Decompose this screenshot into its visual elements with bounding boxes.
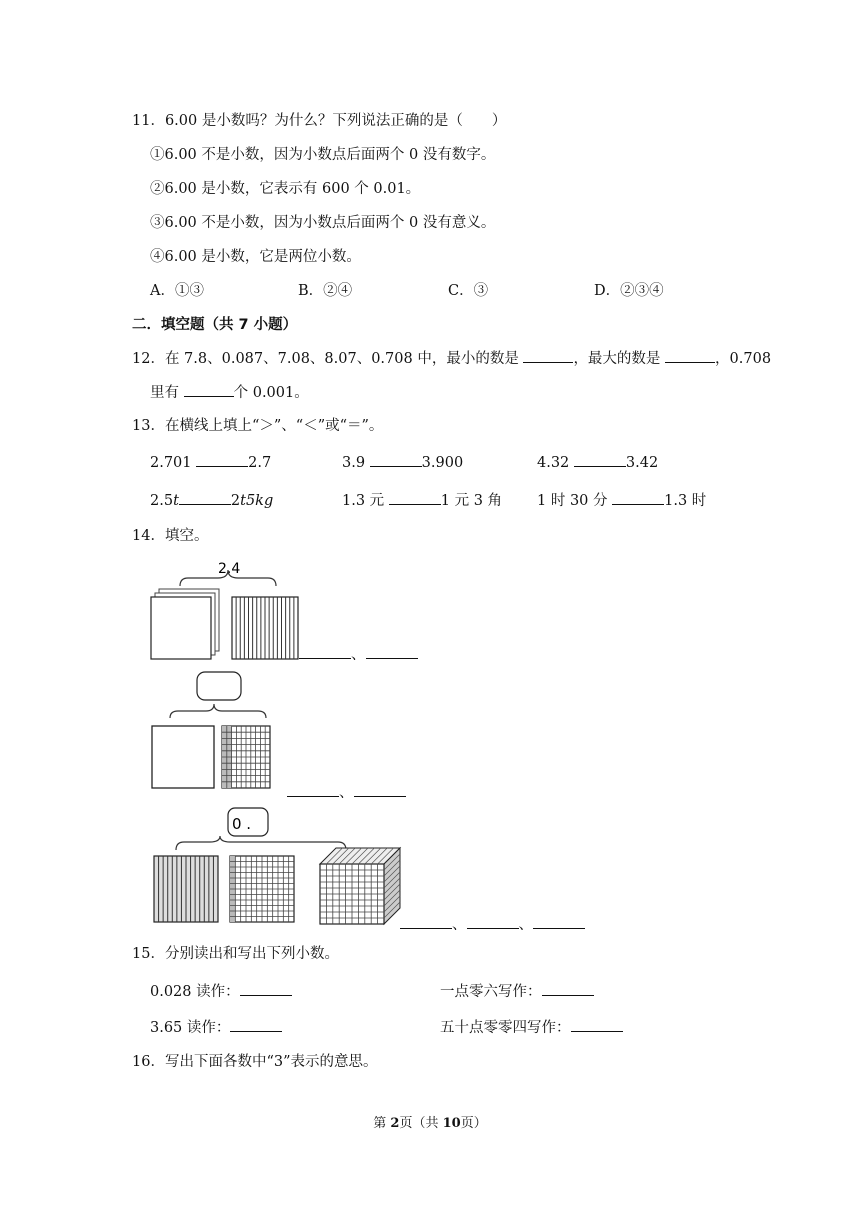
q13-item-4-left-unit: t	[173, 493, 179, 509]
brace-icon	[180, 570, 276, 586]
q12-text-c: ，0.708	[715, 351, 772, 367]
q14-blank-3a[interactable]	[400, 914, 452, 929]
q13-blank-1[interactable]	[196, 452, 248, 467]
q13-blank-6[interactable]	[612, 490, 664, 505]
q13-item-2	[342, 452, 463, 473]
q13-item-3	[537, 452, 658, 473]
q12-blank-min[interactable]	[523, 348, 573, 363]
q13-item-5	[342, 490, 502, 511]
q13-item-4-right-num: 2	[230, 493, 241, 509]
hundredths-grid-3	[230, 856, 294, 922]
q12-text-e: 个 0.001。	[233, 385, 309, 401]
page-footer	[0, 1112, 860, 1131]
q13-blank-4[interactable]	[179, 490, 231, 505]
q13-item-5-right: 1 元 3 角	[440, 493, 503, 509]
q14-blank-2a[interactable]	[287, 782, 339, 797]
q15-blank-3[interactable]	[230, 1017, 282, 1032]
q14-sep: 、	[518, 917, 533, 933]
footer-text-c: 页）	[460, 1116, 487, 1131]
q12-line2	[150, 382, 309, 403]
q13-item-2-right: 3.900	[421, 455, 464, 471]
q15-item-4-label: 五十点零零四写作：	[440, 1020, 571, 1036]
brace-icon	[176, 836, 346, 850]
q11-option-d[interactable]: D．②③④	[594, 283, 664, 299]
q13-item-4-left-num: 2.5	[150, 493, 174, 509]
q13-item-6-right: 1.3 时	[664, 493, 707, 509]
q16-stem: 16．写出下面各数中“3”表示的意思。	[132, 1054, 378, 1070]
q11-option-c[interactable]: C．③	[448, 283, 489, 299]
q12-text-b: ，最大的数是	[573, 351, 661, 367]
q14-answer-row-1	[299, 644, 418, 665]
q13-item-4	[150, 490, 273, 511]
q15-item-2-label: 一点零六写作：	[440, 984, 542, 1000]
q13-blank-5[interactable]	[389, 490, 441, 505]
q15-blank-4[interactable]	[571, 1017, 623, 1032]
footer-text-a: 第	[373, 1116, 391, 1131]
q13-item-1	[150, 452, 271, 473]
q14-blank-2b[interactable]	[354, 782, 406, 797]
q14-answer-row-2	[287, 782, 406, 803]
q15-stem: 15．分别读出和写出下列小数。	[132, 946, 339, 962]
q13-item-6-left: 1 时 30 分	[537, 493, 608, 509]
q15-item-1-label: 0.028 读作：	[150, 984, 240, 1000]
tenths-rods-3	[154, 856, 218, 922]
q13-blank-2[interactable]	[370, 452, 422, 467]
q13-item-3-right: 3.42	[625, 455, 659, 471]
q15-blank-1[interactable]	[240, 981, 292, 996]
q14-figure-2	[148, 668, 288, 794]
q11-option-b[interactable]: B．②④	[298, 283, 353, 299]
footer-text-b: 页（共	[399, 1116, 443, 1131]
hundredths-grid	[222, 726, 270, 788]
q11-statement-4: ④6.00 是小数，它是两位小数。	[150, 249, 361, 265]
q15-item-1	[150, 981, 292, 1002]
q12-line1	[132, 348, 771, 369]
answer-box	[197, 672, 241, 700]
q13-item-3-left: 4.32	[537, 455, 570, 471]
q15-item-4	[440, 1017, 623, 1038]
q13-item-4-right-unit: t5kg	[240, 493, 274, 509]
q11-statement-2: ②6.00 是小数，它表示有 600 个 0.01。	[150, 181, 421, 197]
q14-figure-3-label: 0 .	[232, 815, 252, 833]
q13-stem: 13．在横线上填上“＞”、“＜”或“＝”。	[132, 418, 384, 434]
q12-blank-count[interactable]	[184, 382, 234, 397]
q11-stem: 11．6.00 是小数吗？为什么？下列说法正确的是（ ）	[132, 113, 507, 129]
q14-sep: 、	[339, 785, 354, 801]
q14-sep: 、	[351, 647, 366, 663]
q14-blank-3c[interactable]	[533, 914, 585, 929]
q14-figure-3	[148, 804, 402, 926]
q15-item-3	[150, 1017, 282, 1038]
q13-item-2-left: 3.9	[342, 455, 366, 471]
q11-statement-3: ③6.00 不是小数，因为小数点后面两个 0 没有意义。	[150, 215, 496, 231]
q13-item-6	[537, 490, 706, 511]
q12-text-a: 12．在 7.8、0.087、7.08、8.07、0.708 中，最小的数是	[132, 351, 519, 367]
brace-icon	[170, 704, 266, 718]
q14-figure-1-label: 2.4	[218, 561, 241, 577]
q14-stem: 14．填空。	[132, 528, 209, 544]
q14-figure-1	[148, 556, 308, 662]
q13-blank-3[interactable]	[574, 452, 626, 467]
q15-item-2	[440, 981, 594, 1002]
q14-answer-row-3	[400, 914, 585, 935]
q13-item-1-right: 2.7	[248, 455, 272, 471]
q11-option-a[interactable]: A．①③	[150, 283, 204, 299]
footer-page: 2	[390, 1116, 400, 1131]
q14-blank-3b[interactable]	[467, 914, 519, 929]
q14-blank-1a[interactable]	[299, 644, 351, 659]
q14-blank-1b[interactable]	[366, 644, 418, 659]
tenths-rods	[232, 597, 298, 659]
q13-item-5-left: 1.3 元	[342, 493, 385, 509]
q15-blank-2[interactable]	[542, 981, 594, 996]
thousandths-cube	[320, 848, 400, 924]
q12-text-d: 里有	[150, 385, 179, 401]
q12-blank-max[interactable]	[665, 348, 715, 363]
q14-sep: 、	[452, 917, 467, 933]
q11-statement-1: ①6.00 不是小数，因为小数点后面两个 0 没有数字。	[150, 147, 496, 163]
q13-item-1-left: 2.701	[150, 455, 192, 471]
section-title: 二．填空题（共 7 小题）	[132, 317, 298, 333]
footer-total: 10	[442, 1116, 461, 1131]
q15-item-3-label: 3.65 读作：	[150, 1020, 231, 1036]
